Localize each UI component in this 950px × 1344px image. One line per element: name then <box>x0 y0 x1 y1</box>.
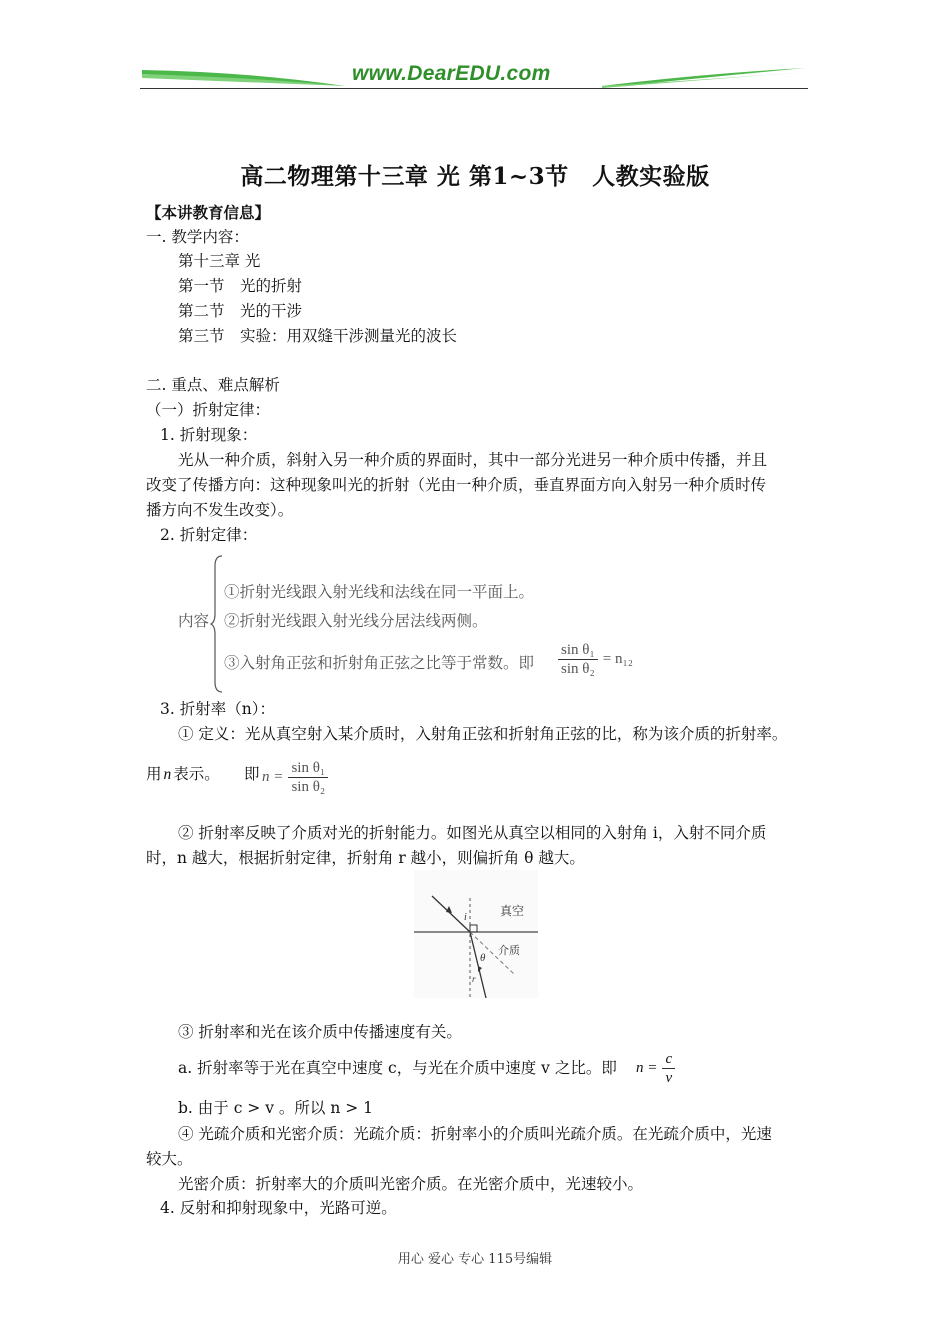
paragraph-line: ③ 折射率和光在该介质中传播速度有关。 <box>178 1023 462 1041</box>
page-footer: 用心 爱心 专心 115号编辑 <box>397 1252 553 1267</box>
item-1-heading: 1. 折射现象： <box>160 426 258 444</box>
toc-item: 第十三章 光 <box>178 252 261 270</box>
paragraph-line: ④ 光疏介质和光密介质：光疏介质：折射率小的介质叫光疏介质。在光疏介质中，光速 <box>178 1125 772 1143</box>
paragraph-line: 播方向不发生改变）。 <box>146 501 294 519</box>
paragraph-line: 光从一种介质，斜射入另一种介质的界面时，其中一部分光进另一种介质中传播，并且 <box>178 451 768 469</box>
label-vacuum: 真空 <box>500 904 525 918</box>
refraction-figure <box>414 870 538 998</box>
paragraph-b: b. 由于 c > v 。所以 n > 1 <box>178 1099 374 1117</box>
label-i: i <box>464 912 467 923</box>
n-formula <box>262 759 328 796</box>
page-title: 高二物理第十三章 光 第1~3节 人教实验版 <box>240 163 710 190</box>
info-heading: 【本讲教育信息】 <box>146 203 271 222</box>
formula-rhs: = n₁₂ <box>602 651 633 667</box>
item-3-heading: 3. 折射率（n）： <box>160 700 275 718</box>
paragraph-line: 光密介质：折射率大的介质叫光密介质。在光密介质中，光速较小。 <box>178 1175 644 1193</box>
law-label: 内容 <box>178 612 210 630</box>
formula-numerator: sin θ₁ <box>558 641 598 660</box>
text-fragment: 即 <box>244 765 260 783</box>
formula-lhs: n = <box>262 769 284 785</box>
left-swoosh-icon <box>140 64 350 90</box>
law-formula <box>558 641 633 678</box>
formula-lhs: n = <box>636 1060 658 1076</box>
refraction-diagram <box>414 870 538 998</box>
header-rule <box>140 88 808 89</box>
label-theta: θ <box>480 952 486 964</box>
site-logo[interactable]: www.DearEDU.com <box>352 62 551 85</box>
label-r: r <box>472 974 476 984</box>
left-brace-icon <box>210 554 224 694</box>
law-item: ②折射光线跟入射光线分居法线两侧。 <box>224 612 488 630</box>
label-medium: 介质 <box>498 944 520 957</box>
section-1-heading: 一. 教学内容： <box>146 228 249 246</box>
formula-denominator: sin θ₂ <box>291 779 326 795</box>
toc-item: 第二节 光的干涉 <box>178 302 303 320</box>
formula-numerator: sin θ₁ <box>288 759 328 778</box>
formula-numerator: c <box>662 1050 675 1069</box>
formula-denominator: sin θ₂ <box>561 661 595 677</box>
text-fragment: 表示。 <box>173 765 220 783</box>
right-swoosh-icon <box>600 64 810 90</box>
header-banner <box>140 62 810 94</box>
subsection-1-heading: （一）折射定律： <box>146 401 271 419</box>
item-4: 4. 反射和抑射现象中，光路可逆。 <box>160 1199 397 1217</box>
law-item: ①折射光线跟入射光线和法线在同一平面上。 <box>224 583 535 601</box>
paragraph-a: a. 折射率等于光在真空中速度 c，与光在介质中速度 v 之比。即 <box>178 1059 617 1077</box>
paragraph-line: ② 折射率反映了介质对光的折射能力。如图光从真空以相同的入射角 i，入射不同介质 <box>178 824 767 842</box>
symbol-n: n <box>163 766 172 783</box>
definition-line: ① 定义：光从真空射入某介质时，入射角正弦和折射角正弦的比，称为该介质的折射率。 <box>178 725 788 743</box>
paragraph-line: 改变了传播方向：这种现象叫光的折射（光由一种介质，垂直界面方向入射另一种介质时传 <box>146 476 767 494</box>
toc-item: 第一节 光的折射 <box>178 277 303 295</box>
text-fragment: 用 <box>146 765 162 783</box>
section-2-heading: 二. 重点、难点解析 <box>146 376 280 394</box>
law-item: ③入射角正弦和折射角正弦之比等于常数。即 <box>224 654 535 672</box>
paragraph-line: 较大。 <box>146 1150 193 1168</box>
definition-line-2 <box>146 763 220 786</box>
paragraph-line: 时，n 越大，根据折射定律，折射角 r 越小，则偏折角 θ 越大。 <box>146 849 585 867</box>
c-over-v-formula <box>636 1050 675 1087</box>
toc-item: 第三节 实验：用双缝干涉测量光的波长 <box>178 327 458 345</box>
item-2-heading: 2. 折射定律： <box>160 526 258 544</box>
formula-denominator: v <box>665 1070 673 1086</box>
